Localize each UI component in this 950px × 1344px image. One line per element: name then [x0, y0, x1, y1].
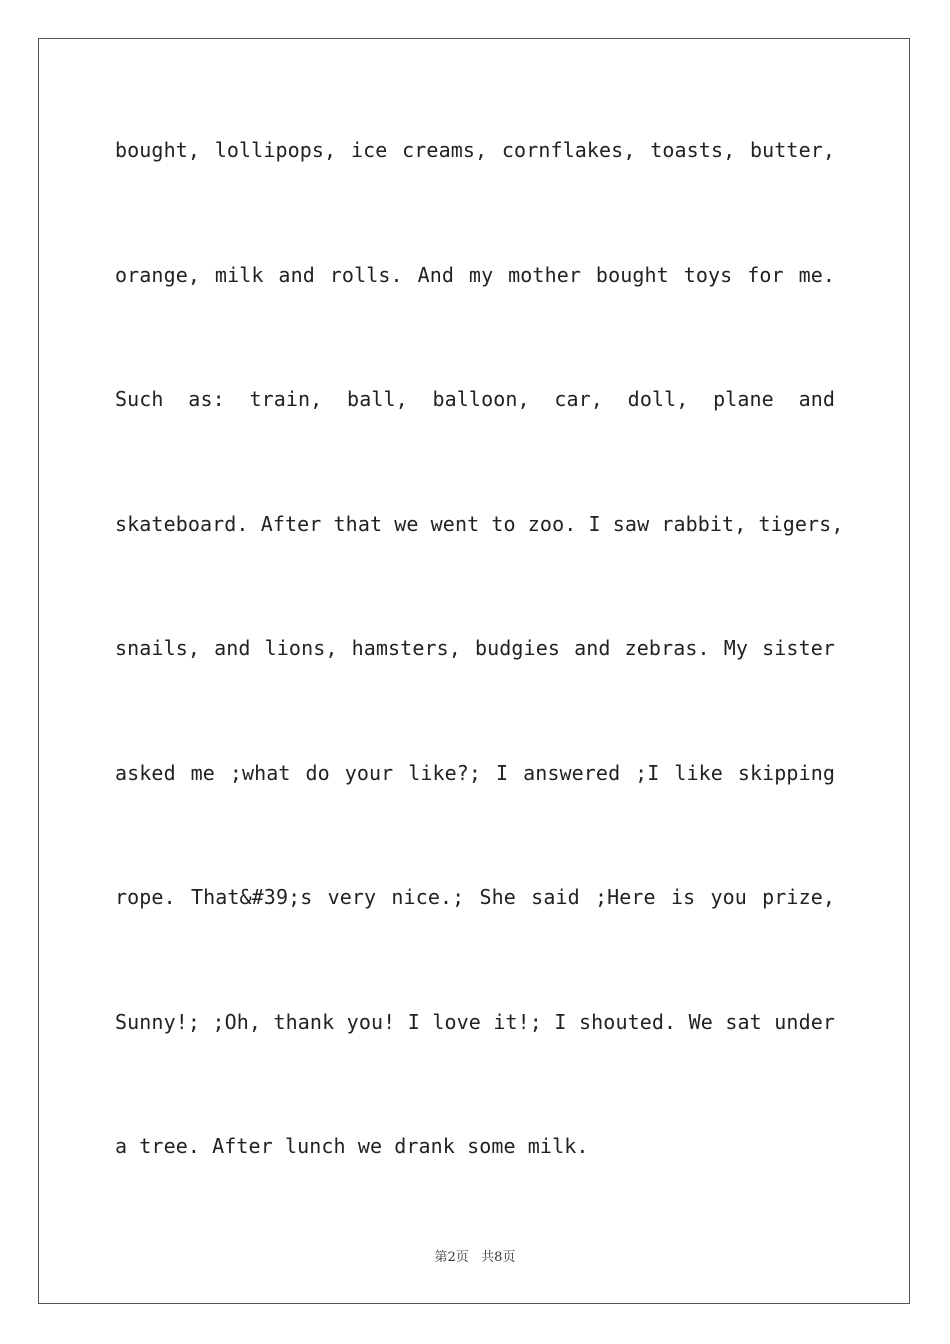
body-line-6: asked me ;what do your like?; I answered ;I like skipping [115, 760, 835, 785]
body-line-8: Sunny!; ;Oh, thank you! I love it!; I shouted. We sat under [115, 1009, 835, 1034]
document-body [115, 112, 844, 1233]
body-line-2: orange, milk and rolls. And my mother bought toys for me. [115, 262, 835, 287]
body-line-7: rope. That&#39;s very nice.; She said ;Here is you prize, [115, 885, 835, 909]
body-line-1: bought, lollipops, ice creams, cornflakes, toasts, butter, [115, 138, 835, 162]
body-line-9: a tree. After lunch we drank some milk. [115, 1134, 589, 1158]
body-line-3: Such as: train, ball, balloon, car, doll, plane and [115, 387, 835, 411]
page-number-footer: 第2页 共8页 [434, 1250, 516, 1265]
body-line-4: skateboard. After that we went to zoo. I saw rabbit, tigers, [115, 511, 844, 536]
body-line-5: snails, and lions, hamsters, budgies and zebras. My sister [115, 636, 835, 660]
